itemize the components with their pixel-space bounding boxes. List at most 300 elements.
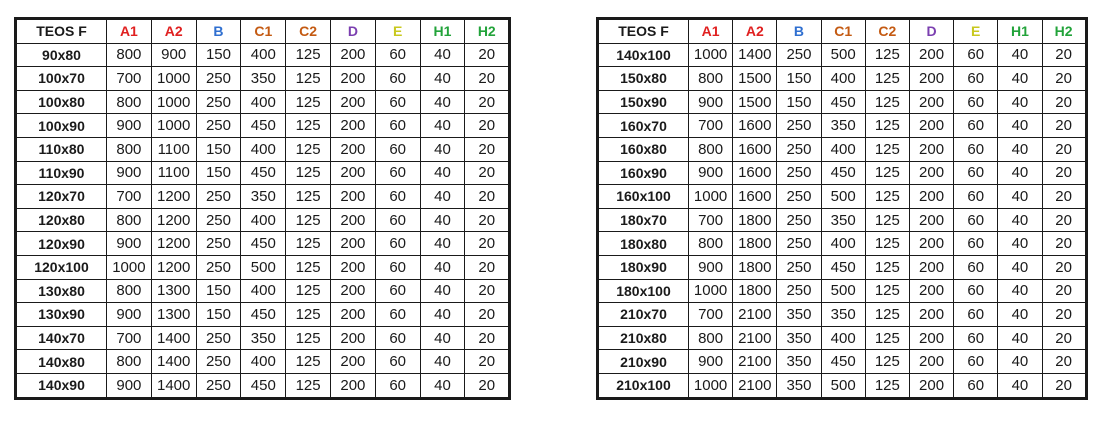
- value-cell-c2: 125: [286, 208, 331, 232]
- value-cell-e: 60: [954, 114, 998, 138]
- value-cell-h2: 20: [1042, 303, 1086, 327]
- value-cell-d: 200: [330, 208, 375, 232]
- value-cell-b: 150: [196, 43, 241, 67]
- value-cell-a2: 1100: [151, 161, 196, 185]
- value-cell-h1: 40: [998, 279, 1042, 303]
- value-cell-e: 60: [375, 232, 420, 256]
- value-cell-c1: 350: [821, 303, 865, 327]
- value-cell-h2: 20: [465, 67, 510, 91]
- value-cell-c1: 450: [241, 373, 286, 398]
- value-cell-e: 60: [954, 161, 998, 185]
- value-cell-a2: 1400: [151, 350, 196, 374]
- value-cell-a2: 1600: [733, 185, 777, 209]
- value-cell-b: 250: [777, 279, 821, 303]
- value-cell-h1: 40: [420, 185, 465, 209]
- value-cell-c2: 125: [286, 373, 331, 398]
- value-cell-h1: 40: [998, 114, 1042, 138]
- model-cell: 160x80: [598, 137, 689, 161]
- value-cell-e: 60: [375, 114, 420, 138]
- value-cell-h2: 20: [1042, 373, 1086, 398]
- value-cell-a2: 1400: [151, 326, 196, 350]
- value-cell-h2: 20: [1042, 43, 1086, 67]
- value-cell-d: 200: [330, 43, 375, 67]
- value-cell-c1: 400: [241, 279, 286, 303]
- column-header-a2: A2: [151, 19, 196, 44]
- value-cell-h2: 20: [1042, 67, 1086, 91]
- value-cell-a1: 800: [689, 137, 733, 161]
- value-cell-a1: 800: [107, 279, 152, 303]
- value-cell-e: 60: [375, 350, 420, 374]
- value-cell-b: 150: [777, 67, 821, 91]
- value-cell-d: 200: [909, 43, 953, 67]
- table-row: [16, 208, 510, 232]
- value-cell-c1: 450: [821, 161, 865, 185]
- table-row: [16, 161, 510, 185]
- value-cell-c2: 125: [865, 303, 909, 327]
- value-cell-e: 60: [954, 326, 998, 350]
- value-cell-h1: 40: [420, 303, 465, 327]
- value-cell-h1: 40: [998, 255, 1042, 279]
- value-cell-c1: 400: [821, 137, 865, 161]
- value-cell-c1: 500: [241, 255, 286, 279]
- value-cell-d: 200: [909, 114, 953, 138]
- value-cell-b: 250: [777, 161, 821, 185]
- value-cell-a1: 700: [689, 303, 733, 327]
- value-cell-e: 60: [954, 185, 998, 209]
- value-cell-b: 150: [777, 90, 821, 114]
- column-header-a1: A1: [689, 19, 733, 44]
- value-cell-e: 60: [375, 208, 420, 232]
- value-cell-a2: 1600: [733, 161, 777, 185]
- value-cell-c2: 125: [865, 232, 909, 256]
- value-cell-h2: 20: [465, 303, 510, 327]
- column-header-h1: H1: [998, 19, 1042, 44]
- value-cell-a1: 800: [107, 43, 152, 67]
- value-cell-d: 200: [330, 161, 375, 185]
- value-cell-a2: 1200: [151, 232, 196, 256]
- table-header: [598, 19, 1087, 44]
- value-cell-a1: 700: [107, 185, 152, 209]
- value-cell-c1: 400: [241, 350, 286, 374]
- value-cell-c2: 125: [865, 43, 909, 67]
- value-cell-d: 200: [330, 232, 375, 256]
- value-cell-a2: 1300: [151, 303, 196, 327]
- value-cell-a2: 1800: [733, 255, 777, 279]
- table-header: [16, 19, 510, 44]
- value-cell-d: 200: [909, 326, 953, 350]
- table-row: [598, 185, 1087, 209]
- table-row: [16, 303, 510, 327]
- value-cell-a2: 1000: [151, 114, 196, 138]
- value-cell-c1: 400: [821, 232, 865, 256]
- model-cell: 100x80: [16, 90, 107, 114]
- value-cell-a2: 1200: [151, 185, 196, 209]
- value-cell-e: 60: [954, 350, 998, 374]
- column-header-model: TEOS F: [16, 19, 107, 44]
- value-cell-b: 250: [196, 326, 241, 350]
- value-cell-h2: 20: [465, 326, 510, 350]
- value-cell-a1: 900: [689, 255, 733, 279]
- value-cell-b: 250: [196, 232, 241, 256]
- value-cell-e: 60: [375, 137, 420, 161]
- column-header-a2: A2: [733, 19, 777, 44]
- value-cell-a2: 2100: [733, 326, 777, 350]
- value-cell-b: 250: [196, 350, 241, 374]
- table-row: [598, 326, 1087, 350]
- value-cell-h1: 40: [420, 279, 465, 303]
- value-cell-a1: 900: [689, 350, 733, 374]
- model-cell: 160x70: [598, 114, 689, 138]
- table-row: [16, 185, 510, 209]
- value-cell-c1: 400: [821, 67, 865, 91]
- value-cell-d: 200: [330, 326, 375, 350]
- value-cell-b: 250: [196, 67, 241, 91]
- model-cell: 180x70: [598, 208, 689, 232]
- column-header-h2: H2: [1042, 19, 1086, 44]
- value-cell-e: 60: [375, 279, 420, 303]
- value-cell-h2: 20: [465, 208, 510, 232]
- value-cell-e: 60: [954, 255, 998, 279]
- value-cell-d: 200: [330, 350, 375, 374]
- table-row: [16, 373, 510, 398]
- value-cell-h2: 20: [1042, 255, 1086, 279]
- value-cell-a1: 1000: [689, 185, 733, 209]
- value-cell-b: 150: [196, 279, 241, 303]
- value-cell-h2: 20: [1042, 350, 1086, 374]
- model-cell: 120x80: [16, 208, 107, 232]
- model-cell: 140x80: [16, 350, 107, 374]
- value-cell-b: 150: [196, 161, 241, 185]
- table-row: [16, 114, 510, 138]
- value-cell-c2: 125: [286, 114, 331, 138]
- value-cell-a2: 1000: [151, 90, 196, 114]
- value-cell-d: 200: [330, 67, 375, 91]
- value-cell-h1: 40: [998, 373, 1042, 398]
- value-cell-e: 60: [375, 185, 420, 209]
- value-cell-c2: 125: [865, 137, 909, 161]
- table-row: [598, 137, 1087, 161]
- value-cell-a2: 900: [151, 43, 196, 67]
- value-cell-b: 250: [196, 373, 241, 398]
- model-cell: 110x80: [16, 137, 107, 161]
- value-cell-h1: 40: [998, 232, 1042, 256]
- value-cell-a2: 1800: [733, 279, 777, 303]
- value-cell-c1: 450: [241, 161, 286, 185]
- model-cell: 160x90: [598, 161, 689, 185]
- value-cell-a2: 1600: [733, 137, 777, 161]
- value-cell-h1: 40: [420, 67, 465, 91]
- value-cell-h2: 20: [465, 137, 510, 161]
- value-cell-e: 60: [375, 67, 420, 91]
- column-header-c1: C1: [241, 19, 286, 44]
- value-cell-d: 200: [909, 208, 953, 232]
- value-cell-c1: 500: [821, 279, 865, 303]
- value-cell-b: 250: [777, 255, 821, 279]
- value-cell-d: 200: [909, 185, 953, 209]
- value-cell-h1: 40: [998, 350, 1042, 374]
- value-cell-a2: 1300: [151, 279, 196, 303]
- value-cell-a1: 800: [689, 232, 733, 256]
- value-cell-a1: 900: [107, 161, 152, 185]
- value-cell-a1: 800: [107, 90, 152, 114]
- value-cell-e: 60: [954, 90, 998, 114]
- value-cell-a2: 1500: [733, 67, 777, 91]
- model-cell: 130x80: [16, 279, 107, 303]
- value-cell-c2: 125: [865, 350, 909, 374]
- value-cell-e: 60: [954, 67, 998, 91]
- value-cell-d: 200: [330, 185, 375, 209]
- value-cell-a1: 1000: [107, 255, 152, 279]
- table-row: [598, 373, 1087, 398]
- value-cell-e: 60: [954, 373, 998, 398]
- column-header-h1: H1: [420, 19, 465, 44]
- value-cell-c2: 125: [286, 161, 331, 185]
- value-cell-h1: 40: [420, 43, 465, 67]
- value-cell-a2: 1200: [151, 255, 196, 279]
- value-cell-c2: 125: [286, 185, 331, 209]
- column-header-b: B: [196, 19, 241, 44]
- model-cell: 140x90: [16, 373, 107, 398]
- value-cell-e: 60: [375, 326, 420, 350]
- table-row: [16, 350, 510, 374]
- value-cell-e: 60: [954, 137, 998, 161]
- value-cell-b: 350: [777, 373, 821, 398]
- value-cell-h2: 20: [1042, 114, 1086, 138]
- value-cell-a1: 900: [107, 114, 152, 138]
- table-row: [598, 232, 1087, 256]
- model-cell: 210x100: [598, 373, 689, 398]
- value-cell-d: 200: [330, 114, 375, 138]
- value-cell-c2: 125: [286, 137, 331, 161]
- value-cell-a2: 1400: [733, 43, 777, 67]
- value-cell-a1: 700: [107, 326, 152, 350]
- value-cell-a2: 1000: [151, 67, 196, 91]
- value-cell-c2: 125: [865, 114, 909, 138]
- model-cell: 180x90: [598, 255, 689, 279]
- value-cell-a2: 2100: [733, 303, 777, 327]
- table-row: [598, 114, 1087, 138]
- model-cell: 180x80: [598, 232, 689, 256]
- value-cell-h2: 20: [465, 185, 510, 209]
- value-cell-c1: 450: [821, 255, 865, 279]
- value-cell-c2: 125: [865, 255, 909, 279]
- table-row: [598, 303, 1087, 327]
- value-cell-b: 250: [196, 114, 241, 138]
- value-cell-e: 60: [954, 43, 998, 67]
- value-cell-e: 60: [954, 303, 998, 327]
- table-row: [598, 279, 1087, 303]
- value-cell-h2: 20: [1042, 326, 1086, 350]
- value-cell-c1: 350: [821, 114, 865, 138]
- value-cell-a1: 700: [689, 208, 733, 232]
- model-cell: 120x70: [16, 185, 107, 209]
- value-cell-d: 200: [909, 373, 953, 398]
- value-cell-d: 200: [330, 373, 375, 398]
- value-cell-h1: 40: [420, 255, 465, 279]
- value-cell-a1: 1000: [689, 279, 733, 303]
- dimension-table-left: [14, 17, 511, 400]
- value-cell-h1: 40: [998, 208, 1042, 232]
- value-cell-d: 200: [909, 67, 953, 91]
- value-cell-b: 250: [777, 185, 821, 209]
- value-cell-h1: 40: [420, 350, 465, 374]
- value-cell-a1: 1000: [689, 373, 733, 398]
- value-cell-e: 60: [954, 208, 998, 232]
- value-cell-e: 60: [954, 279, 998, 303]
- model-cell: 210x70: [598, 303, 689, 327]
- value-cell-a1: 800: [107, 208, 152, 232]
- value-cell-e: 60: [954, 232, 998, 256]
- value-cell-a1: 900: [107, 373, 152, 398]
- value-cell-c2: 125: [286, 43, 331, 67]
- model-cell: 140x100: [598, 43, 689, 67]
- value-cell-h2: 20: [465, 232, 510, 256]
- value-cell-c1: 450: [241, 232, 286, 256]
- value-cell-h1: 40: [420, 137, 465, 161]
- table-row: [16, 67, 510, 91]
- value-cell-c1: 350: [241, 185, 286, 209]
- value-cell-d: 200: [909, 90, 953, 114]
- value-cell-a1: 800: [107, 350, 152, 374]
- value-cell-h1: 40: [998, 326, 1042, 350]
- value-cell-h1: 40: [420, 208, 465, 232]
- column-header-d: D: [909, 19, 953, 44]
- column-header-b: B: [777, 19, 821, 44]
- value-cell-c1: 350: [821, 208, 865, 232]
- value-cell-b: 350: [777, 326, 821, 350]
- model-cell: 150x80: [598, 67, 689, 91]
- value-cell-a1: 800: [107, 137, 152, 161]
- value-cell-h1: 40: [420, 161, 465, 185]
- table-body: [16, 43, 510, 398]
- table-row: [598, 161, 1087, 185]
- value-cell-h1: 40: [420, 326, 465, 350]
- value-cell-c2: 125: [865, 90, 909, 114]
- model-cell: 120x100: [16, 255, 107, 279]
- value-cell-d: 200: [330, 303, 375, 327]
- value-cell-a1: 900: [107, 303, 152, 327]
- value-cell-a1: 900: [689, 161, 733, 185]
- model-cell: 100x90: [16, 114, 107, 138]
- value-cell-c1: 450: [241, 303, 286, 327]
- value-cell-h2: 20: [1042, 161, 1086, 185]
- value-cell-h2: 20: [465, 114, 510, 138]
- table-row: [598, 350, 1087, 374]
- value-cell-e: 60: [375, 43, 420, 67]
- value-cell-c2: 125: [865, 208, 909, 232]
- table-row: [16, 255, 510, 279]
- value-cell-c1: 400: [241, 90, 286, 114]
- table-row: [16, 43, 510, 67]
- value-cell-d: 200: [909, 303, 953, 327]
- value-cell-c1: 350: [241, 67, 286, 91]
- value-cell-h2: 20: [465, 255, 510, 279]
- value-cell-c2: 125: [286, 67, 331, 91]
- table-row: [16, 279, 510, 303]
- value-cell-b: 250: [777, 208, 821, 232]
- value-cell-h2: 20: [465, 350, 510, 374]
- value-cell-a2: 1500: [733, 90, 777, 114]
- value-cell-c1: 400: [241, 208, 286, 232]
- model-cell: 180x100: [598, 279, 689, 303]
- column-header-c2: C2: [865, 19, 909, 44]
- value-cell-h1: 40: [998, 303, 1042, 327]
- value-cell-d: 200: [909, 137, 953, 161]
- value-cell-h2: 20: [1042, 90, 1086, 114]
- column-header-e: E: [954, 19, 998, 44]
- column-header-c2: C2: [286, 19, 331, 44]
- value-cell-d: 200: [330, 255, 375, 279]
- header-row: [598, 19, 1087, 44]
- value-cell-c2: 125: [865, 185, 909, 209]
- value-cell-c1: 500: [821, 43, 865, 67]
- model-cell: 160x100: [598, 185, 689, 209]
- table-row: [598, 67, 1087, 91]
- value-cell-c1: 450: [241, 114, 286, 138]
- value-cell-c2: 125: [865, 67, 909, 91]
- value-cell-c2: 125: [286, 303, 331, 327]
- value-cell-b: 350: [777, 350, 821, 374]
- value-cell-c1: 450: [821, 90, 865, 114]
- value-cell-h1: 40: [998, 161, 1042, 185]
- value-cell-e: 60: [375, 303, 420, 327]
- model-cell: 210x80: [598, 326, 689, 350]
- value-cell-h1: 40: [998, 137, 1042, 161]
- value-cell-a1: 800: [689, 67, 733, 91]
- value-cell-c2: 125: [865, 161, 909, 185]
- column-header-c1: C1: [821, 19, 865, 44]
- table-body: [598, 43, 1087, 398]
- value-cell-h1: 40: [420, 373, 465, 398]
- table-row: [16, 90, 510, 114]
- value-cell-c1: 400: [241, 137, 286, 161]
- value-cell-h1: 40: [998, 185, 1042, 209]
- table-row: [16, 326, 510, 350]
- table-row: [16, 137, 510, 161]
- value-cell-a2: 2100: [733, 350, 777, 374]
- table-row: [598, 43, 1087, 67]
- value-cell-a1: 700: [107, 67, 152, 91]
- value-cell-c2: 125: [286, 350, 331, 374]
- value-cell-e: 60: [375, 90, 420, 114]
- value-cell-h2: 20: [1042, 232, 1086, 256]
- value-cell-b: 150: [196, 303, 241, 327]
- value-cell-c2: 125: [865, 373, 909, 398]
- value-cell-c1: 400: [241, 43, 286, 67]
- model-cell: 210x90: [598, 350, 689, 374]
- value-cell-a2: 1400: [151, 373, 196, 398]
- value-cell-h2: 20: [1042, 208, 1086, 232]
- value-cell-c2: 125: [286, 255, 331, 279]
- value-cell-h1: 40: [998, 67, 1042, 91]
- value-cell-c2: 125: [865, 279, 909, 303]
- value-cell-c2: 125: [286, 232, 331, 256]
- value-cell-b: 150: [196, 137, 241, 161]
- value-cell-h2: 20: [465, 161, 510, 185]
- value-cell-a2: 1800: [733, 208, 777, 232]
- value-cell-h2: 20: [465, 90, 510, 114]
- value-cell-c2: 125: [286, 90, 331, 114]
- model-cell: 110x90: [16, 161, 107, 185]
- column-header-d: D: [330, 19, 375, 44]
- value-cell-b: 250: [196, 90, 241, 114]
- value-cell-b: 250: [196, 255, 241, 279]
- value-cell-c2: 125: [865, 326, 909, 350]
- model-cell: 100x70: [16, 67, 107, 91]
- value-cell-b: 250: [777, 137, 821, 161]
- column-header-h2: H2: [465, 19, 510, 44]
- value-cell-b: 250: [777, 114, 821, 138]
